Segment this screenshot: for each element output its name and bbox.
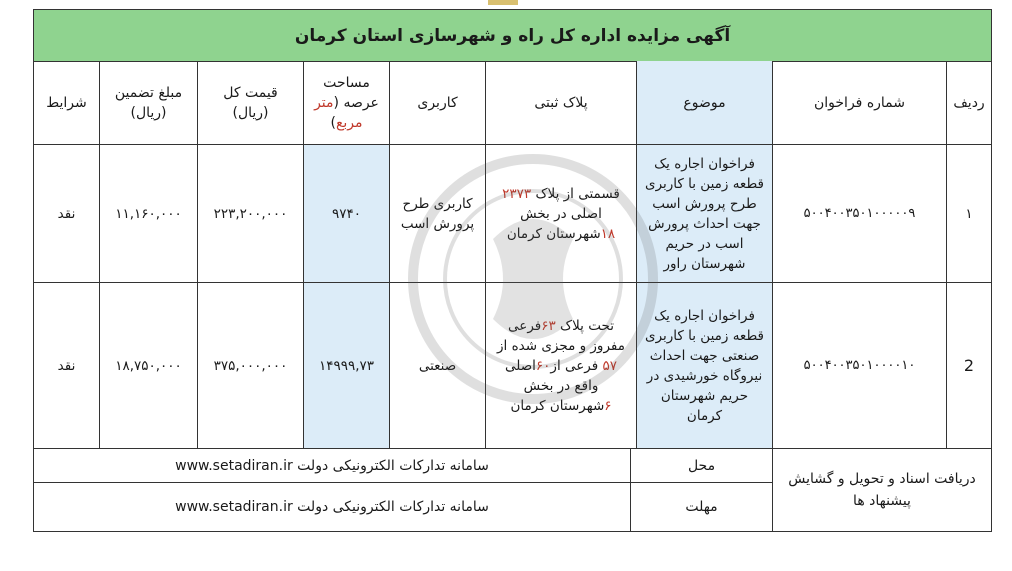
header-guarantee [99, 61, 197, 145]
header-area [303, 61, 389, 145]
row1-plaque [485, 145, 636, 283]
row2-subject: فراخوان اجاره یک قطعه زمین با کاربری صنعتی جهت احداث نیروگاه خورشیدی در حریم شهرستان کرمان [636, 283, 772, 449]
auction-table [33, 61, 992, 532]
deadline-label: مهلت [630, 483, 772, 531]
row1-usage: کاربری طرح پرورش اسب [389, 145, 485, 283]
row2-plaque-text-2: فرعی مفروز و مجزی شده از [497, 317, 625, 354]
row1-total-price: ۲۲۳,۲۰۰,۰۰۰ [197, 145, 303, 283]
row1-plaque-text: قسمتی از پلاک [535, 185, 620, 202]
row2-area: ۱۴۹۹۹,۷۳ [303, 283, 389, 449]
top-edge-mark [488, 0, 518, 5]
row1-call-number: ۵۰۰۴۰۰۳۵۰۱۰۰۰۰۰۹ [772, 145, 946, 283]
row2-guarantee: ۱۸,۷۵۰,۰۰۰ [99, 283, 197, 449]
notice-title: آگهی مزایده اداره کل راه و شهرسازی استان کرمان [33, 9, 992, 62]
row2-index: 2 [946, 283, 991, 449]
header-total-price-unit: (ریال) [232, 104, 269, 121]
header-total-price-label: قیمت کل [223, 84, 278, 101]
row1-plaque-number: ۲۳۷۳ [502, 185, 532, 202]
header-call-number: شماره فراخوان [772, 61, 946, 145]
row1-plaque-text-3: شهرستان کرمان [506, 225, 601, 242]
row2-plaque-text: تحت پلاک [560, 317, 614, 334]
row2-main-plaque-number: ۶۰ [535, 357, 551, 374]
row2-plaque [485, 283, 636, 449]
header-plaque: پلاک ثبتی [485, 61, 636, 145]
row2-plaque-text-3: فرعی از [550, 357, 599, 374]
header-total-price [197, 61, 303, 145]
row1-index: ۱ [946, 145, 991, 283]
header-conditions: شرایط [34, 61, 99, 145]
row1-conditions: نقد [34, 145, 99, 283]
header-area-paren: ) [330, 114, 336, 131]
receive-documents-label: دریافت اسناد و تحویل و گشایش پیشنهاد ها [772, 449, 991, 531]
row2-usage: صنعتی [389, 283, 485, 449]
row1-subject: فراخوان اجاره یک قطعه زمین با کاربری طرح پرورش اسب جهت احداث پرورش اسب در حریم شهرستان راور [636, 145, 772, 283]
row1-section-number: ۱۸ [600, 225, 616, 242]
row2-call-number: ۵۰۰۴۰۰۳۵۰۱۰۰۰۰۱۰ [772, 283, 946, 449]
place-label: محل [630, 449, 772, 483]
row2-section-number: ۶ [604, 397, 612, 414]
header-usage: کاربری [389, 61, 485, 145]
place-value: سامانه تدارکات الکترونیکی دولت www.setadiran.ir [34, 449, 630, 483]
row2-conditions: نقد [34, 283, 99, 449]
row2-plaque-text-5: شهرستان کرمان [510, 397, 605, 414]
row2-sub-plaque-number: ۶۳ [541, 317, 556, 334]
row1-plaque-text-2: اصلی در بخش [520, 205, 602, 222]
row2-plaque-text-4: اصلی واقع در بخش [504, 357, 599, 394]
row1-guarantee: ۱۱,۱۶۰,۰۰۰ [99, 145, 197, 283]
row2-parent-sub-number: ۵۷ [602, 357, 618, 374]
header-area-unit: متر مربع [314, 94, 363, 131]
deadline-value: سامانه تدارکات الکترونیکی دولت www.setadiran.ir [175, 499, 489, 515]
header-row: ردیف [946, 61, 991, 145]
header-subject: موضوع [636, 61, 772, 145]
header-area-label: مساحت [323, 74, 370, 91]
header-area-label-b: عرصه ( [333, 94, 379, 111]
auction-notice [33, 9, 992, 531]
row2-total-price: ۳۷۵,۰۰۰,۰۰۰ [197, 283, 303, 449]
row1-area: ۹۷۴۰ [303, 145, 389, 283]
header-guarantee-label: مبلغ تضمین [114, 84, 183, 101]
header-guarantee-unit: (ریال) [130, 104, 167, 121]
